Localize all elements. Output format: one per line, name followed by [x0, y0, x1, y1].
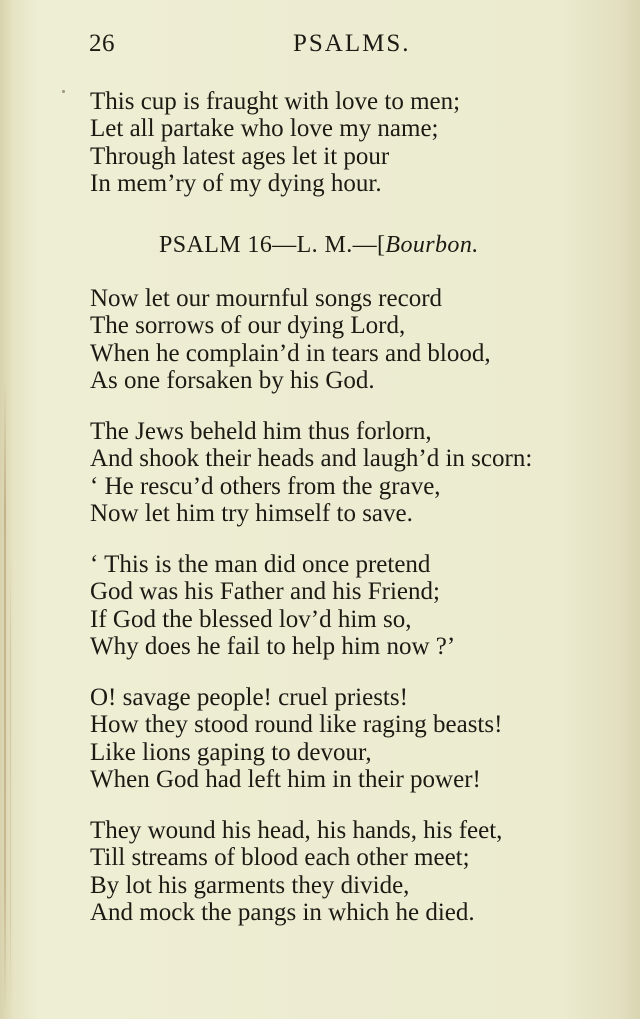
- page-gutter-shadow-secondary: [10, 560, 11, 1000]
- verse-line: They wound his head, his hands, his feet,: [90, 817, 503, 844]
- psalm-heading: [159, 232, 479, 259]
- stanza-2: [90, 418, 532, 528]
- verse-line: Through latest ages let it pour: [90, 142, 390, 170]
- stanza-3: [90, 551, 455, 661]
- verse-line: ‘ This is the man did once pretend: [90, 551, 431, 578]
- verse-line: When he complain’d in tears and blood,: [90, 339, 491, 367]
- verse-line: How they stood round like raging beasts!: [90, 711, 503, 739]
- verse-line: ‘ He rescu’d others from the grave,: [90, 472, 441, 500]
- running-title: PSALMS.: [293, 30, 411, 57]
- verse-line: If God the blessed lov’d him so,: [90, 605, 412, 633]
- verse-line: Why does he fail to help him now ?’: [90, 633, 456, 661]
- verse-line: Till streams of blood each other meet;: [90, 844, 470, 872]
- page-number: 26: [89, 30, 115, 57]
- verse-line: By lot his garments they divide,: [90, 871, 410, 899]
- stanza-1: [90, 285, 491, 395]
- ink-speck: [62, 90, 65, 93]
- page-header: [0, 30, 640, 64]
- stanza-5: [90, 817, 502, 927]
- verse-line: And mock the pangs in which he died.: [90, 899, 475, 927]
- verse-line: When God had left him in their power!: [90, 766, 481, 794]
- verse-line: Let all partake who love my name;: [90, 115, 439, 143]
- intro-stanza: [90, 88, 460, 198]
- tune-name: Bourbon.: [385, 232, 479, 258]
- verse-line: God was his Father and his Friend;: [90, 578, 440, 606]
- verse-line: Like lions gaping to devour,: [90, 738, 372, 766]
- psalm-title: PSALM 16—L. M.—[: [159, 232, 386, 258]
- stanza-4: [90, 684, 502, 794]
- verse-line: The Jews beheld him thus forlorn,: [90, 418, 432, 445]
- page-gutter-shadow: [4, 380, 6, 1010]
- verse-line: In mem’ry of my dying hour.: [90, 170, 382, 198]
- verse-line: As one forsaken by his God.: [90, 367, 375, 395]
- verse-line: This cup is fraught with love to men;: [90, 88, 461, 115]
- verse-line: Now let him try himself to save.: [90, 500, 413, 528]
- verse-line: The sorrows of our dying Lord,: [90, 312, 406, 340]
- verse-line: And shook their heads and laugh’d in scorn:: [90, 445, 533, 473]
- verse-line: O! savage people! cruel priests!: [90, 684, 408, 711]
- verse-line: Now let our mournful songs record: [90, 285, 443, 312]
